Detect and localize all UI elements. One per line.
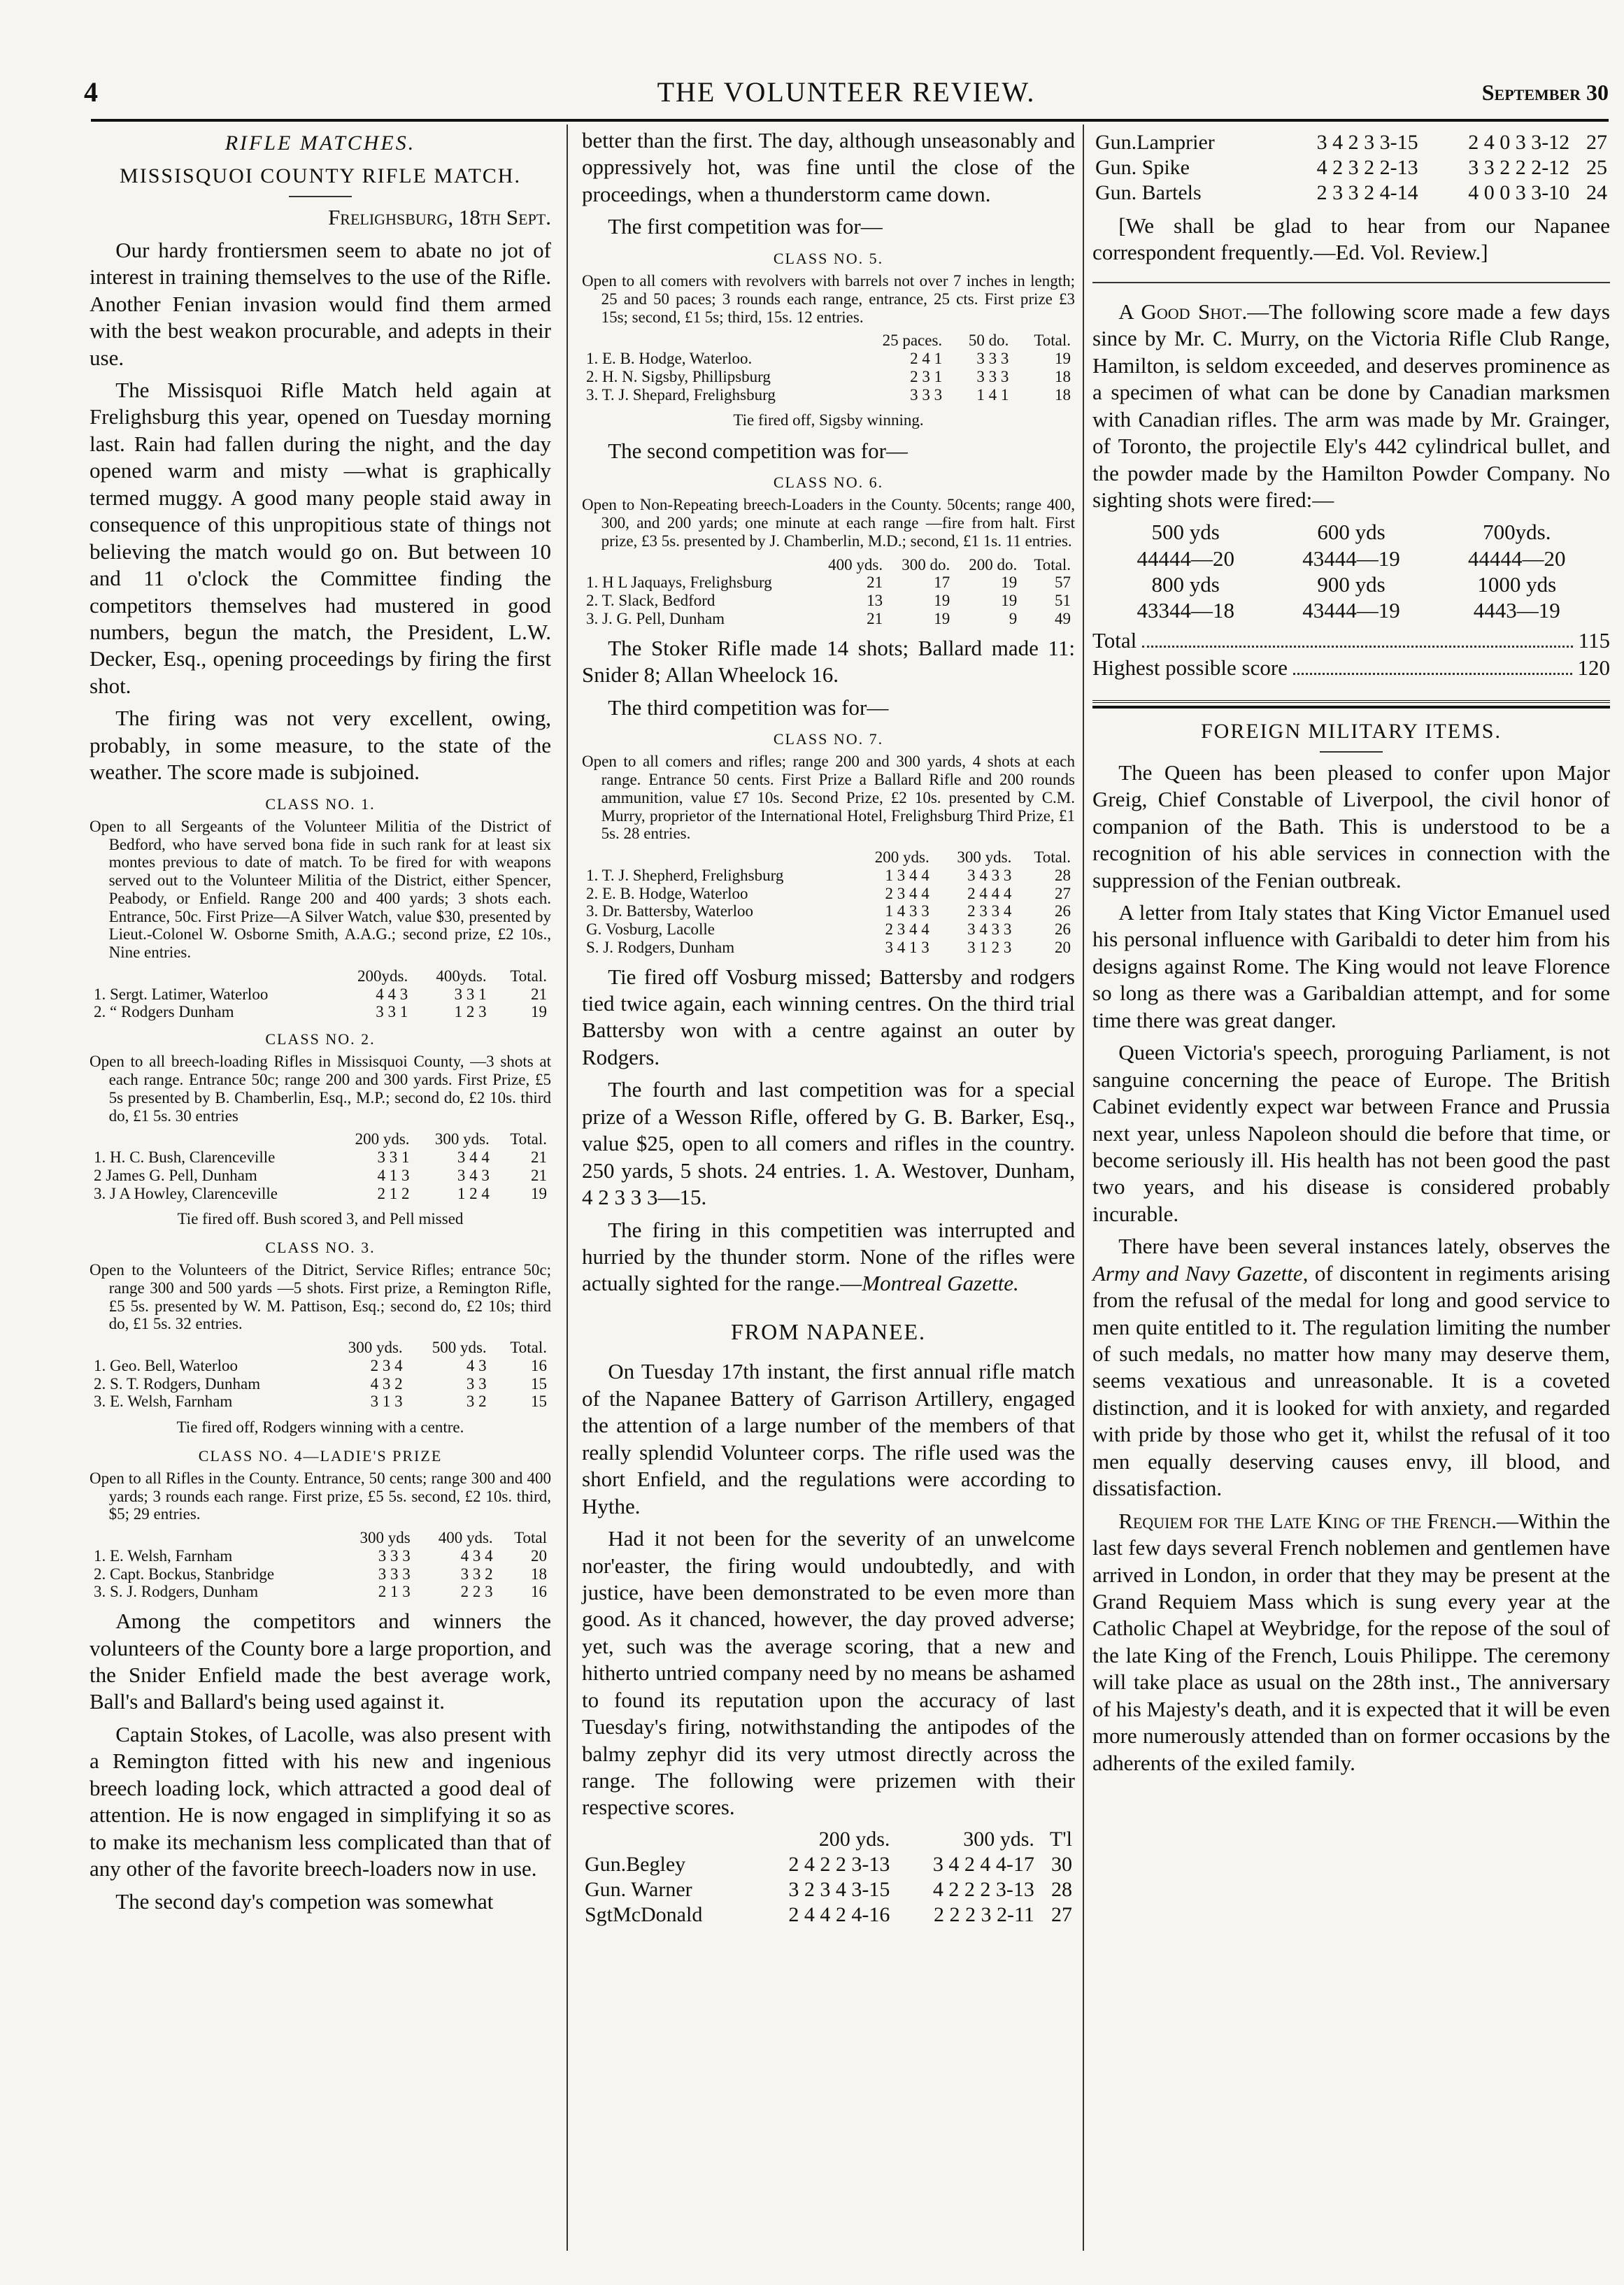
table-row xyxy=(582,867,1075,885)
table-row xyxy=(90,1357,551,1375)
table-row xyxy=(90,1547,551,1565)
column-header: 200 yds. xyxy=(355,1130,410,1148)
table-row xyxy=(1103,546,1600,571)
score-cell: 1 4 3 3 xyxy=(885,902,929,920)
table-row xyxy=(90,985,551,1004)
total-cell: 27 xyxy=(1051,1902,1072,1926)
class-title: CLASS NO. 5. xyxy=(773,249,884,267)
table-row xyxy=(582,368,1075,386)
table-row xyxy=(1092,130,1610,155)
total-cell: 18 xyxy=(531,1565,547,1583)
competitor-name: 2. S. T. Rodgers, Dunham xyxy=(94,1374,261,1393)
table-header-row xyxy=(582,556,1075,574)
page-number: 4 xyxy=(84,76,98,108)
issue-date: September 30 xyxy=(1481,80,1609,105)
competitor-name: SgtMcDonald xyxy=(585,1902,703,1926)
paragraph-text: of discontent in regiments arising from the refusal of the medal for long and good service to men quite entitled to it. The regulation limiting the number of such medals, no matter how many may deserve them, seems vexatious and unreasonable. It is a coveted distinction, and it is looked for with anxiety, and regarded with pride by those who get it, whilst the refusal of it too men equally deserving causes envy, ill blood, and dissatisfaction. xyxy=(1092,1260,1610,1501)
column-header: 300 do. xyxy=(902,555,950,574)
column-header: 200yds. xyxy=(357,967,408,985)
score-cell: 3 3 3 xyxy=(976,350,1009,368)
score-table xyxy=(90,967,551,1021)
column-header xyxy=(582,1827,748,1852)
total-cell: 28 xyxy=(1055,866,1071,884)
column-header xyxy=(582,848,851,867)
column-header xyxy=(90,1339,323,1357)
score-cell: 2 4 4 4 xyxy=(967,884,1012,902)
gunner-score-table xyxy=(1092,130,1610,206)
total-cell: 15 xyxy=(531,1393,547,1411)
score-cell: 19 xyxy=(934,592,950,610)
range-label: 900 yds xyxy=(1317,571,1386,597)
column-header: 300 yds. xyxy=(963,1827,1034,1851)
section-double-rule xyxy=(1092,700,1610,709)
score-cell: 4 2 2 2 3-13 xyxy=(932,1877,1034,1901)
score-cell: 2 4 4 2 4-16 xyxy=(788,1902,890,1926)
score-cell: 44444—20 xyxy=(1468,546,1566,571)
paragraph: The Queen has been pleased to confer upon Major Greig, Chief Constable of Liverpool, the civil honor of companion of the Bath. This is understood to be a recognition of his able services in connection with the suppression of the Fenian outbreak. xyxy=(1092,760,1610,892)
column-1 xyxy=(90,127,551,1921)
column-header: T'l xyxy=(1049,1827,1072,1851)
table-row xyxy=(582,1877,1075,1902)
column-header: Total xyxy=(514,1529,547,1547)
column-header: 400yds. xyxy=(436,967,487,985)
column-header xyxy=(582,332,853,350)
publication-title: THE VOLUNTEER REVIEW. xyxy=(657,76,1036,108)
score-cell: 2 2 3 xyxy=(460,1583,493,1601)
competitor-name: 3. T. J. Shepard, Frelighsburg xyxy=(586,385,776,404)
score-cell: 3 3 1 xyxy=(454,985,487,1003)
competitor-name: 1. Geo. Bell, Waterloo xyxy=(94,1356,238,1374)
table-row xyxy=(1103,571,1600,597)
paragraph xyxy=(1092,1508,1610,1777)
column-header xyxy=(90,1529,337,1547)
competitor-name: 1. H. C. Bush, Clarenceville xyxy=(94,1148,276,1167)
total-cell: 19 xyxy=(531,1184,547,1202)
score-cell: 19 xyxy=(1001,592,1018,610)
competitor-name: 2. “ Rodgers Dunham xyxy=(94,1003,234,1021)
table-row xyxy=(582,1852,1075,1877)
score-cell: 3 4 2 4 4-17 xyxy=(932,1852,1034,1876)
score-cell: 3 3 3 xyxy=(910,385,943,404)
total-cell: 19 xyxy=(531,1003,547,1021)
page-header xyxy=(84,76,1609,111)
paragraph-text: The firing in this competitien was interrupted and hurried by the thunder storm. None of the rifles were actually sighted for the range.— xyxy=(582,1217,1075,1296)
total-cell: 57 xyxy=(1055,574,1071,592)
table-header-row xyxy=(582,848,1075,867)
column-header: 300 yds. xyxy=(434,1130,490,1148)
source-citation: Montreal Gazette. xyxy=(862,1271,1019,1296)
competitor-name: 3. J A Howley, Clarenceville xyxy=(94,1184,278,1202)
score-cell: 19 xyxy=(1001,574,1018,592)
range-label: 800 yds xyxy=(1151,571,1220,597)
score-cell: 2 1 3 xyxy=(378,1583,411,1601)
source-citation: Army and Navy Gazette, xyxy=(1092,1260,1309,1286)
score-cell: 2 2 2 3 2-11 xyxy=(934,1902,1034,1926)
paragraph: Among the competitors and winners the volunteers of the County bore a large proportion, and the Snider Enfield made the best average work, Ball's and Ballard's being used against it. xyxy=(90,1609,551,1714)
total-cell: 16 xyxy=(531,1356,547,1374)
column-header: 300 yds. xyxy=(957,848,1012,867)
column-header: 200 do. xyxy=(969,555,1018,574)
table-row xyxy=(90,1393,551,1411)
score-cell: 4 1 3 xyxy=(377,1166,410,1184)
score-cell: 44444—20 xyxy=(1137,546,1234,571)
score-cell: 3 2 xyxy=(466,1393,487,1411)
paragraph: The third competition was for— xyxy=(608,695,889,720)
header-rule xyxy=(91,119,1609,122)
column-divider xyxy=(567,124,568,2251)
paragraph: On Tuesday 17th instant, the first annual rifle match of the Napanee Battery of Garrison Artillery, engaged the attention of a large number of the members of that really splendid Volunteer corps. The rifle used was the short Enfield, and the regulations were according to Hythe. xyxy=(582,1359,1075,1518)
range-label: 700yds. xyxy=(1483,520,1551,545)
score-cell: 3 3 3 xyxy=(378,1546,411,1565)
total-cell: 15 xyxy=(531,1374,547,1393)
score-table xyxy=(90,1529,551,1601)
paragraph: Captain Stokes, of Lacolle, was also present with a Remington fitted with his new and ingenious breech loading lock, which attracted a good deal of attention. He is now engaged in simplifying it so as to make its mechanism less complicated than that of any other of the favorite breech-loaders now in use. xyxy=(90,1721,551,1881)
score-cell: 3 4 3 3 xyxy=(967,866,1012,884)
class-title: CLASS NO. 4—LADIE'S PRIZE xyxy=(198,1446,443,1465)
highest-score-label: Highest possible score xyxy=(1092,655,1288,680)
score-table xyxy=(90,1130,551,1202)
paragraph: Tie fired off Vosburg missed; Battersby and rodgers tied twice again, each winning centres. On the third trial Battersby won with a centre against an outer by Rodgers. xyxy=(582,964,1075,1069)
column-header: 500 yds. xyxy=(432,1339,487,1357)
table-header-row xyxy=(90,1339,551,1357)
competitor-name: 1. E. Welsh, Farnham xyxy=(94,1546,233,1565)
score-cell: 3 4 2 3 3-15 xyxy=(1316,131,1418,154)
table-row xyxy=(582,939,1075,957)
total-cell: 30 xyxy=(1051,1852,1072,1876)
paragraph: Had it not been for the severity of an unwelcome nor'easter, the firing would undoubtedly, and with justice, have been demonstrated to be even more than good. As it chanced, however, the day proved adverse; yet, such was the average scoring, that a new and hitherto untried company need by no means be ashamed to found its reputation upon the accuracy of last Tuesday's firing, notwithstanding the antipodes of the balmy zephyr did its very utmost directly across the range. The following were prizemen with their respective scores. xyxy=(582,1526,1075,1820)
score-cell: 43444—19 xyxy=(1302,546,1400,571)
column-header: Total. xyxy=(1034,555,1071,574)
table-row xyxy=(90,1565,551,1583)
column-header: 300 yds. xyxy=(348,1339,403,1357)
total-cell: 20 xyxy=(531,1546,547,1565)
table-row xyxy=(90,1375,551,1393)
total-cell: 26 xyxy=(1055,902,1071,920)
score-cell: 2 4 2 2 3-13 xyxy=(788,1852,890,1876)
paragraph: The Missisquoi Rifle Match held again at Frelighsburg this year, opened on Tuesday morning last. Rain had fallen during the night, and the day opened warm and misty —what is graphically termed muggy. A good many people staid away in consequence of this unpropitious state of things not believing the match would go on. But between 10 and 11 o'clock the Committee finding the competitors themselves had mustered in good numbers, begun the match, the President, L.W. Decker, Esq., opening proceedings by firing the first shot. xyxy=(90,378,551,698)
score-cell: 2 1 2 xyxy=(377,1184,410,1202)
column-header xyxy=(582,556,812,574)
competitor-name: 2. E. B. Hodge, Waterloo xyxy=(586,884,748,902)
score-table xyxy=(582,848,1075,957)
score-cell: 3 3 1 xyxy=(377,1148,410,1167)
tie-note: Tie fired off, Sigsby winning. xyxy=(733,411,924,429)
table-row xyxy=(582,574,1075,592)
paragraph: The first competition was for— xyxy=(608,214,883,239)
total-cell: 27 xyxy=(1586,131,1607,154)
score-cell: 4 0 0 3 3-10 xyxy=(1468,181,1570,204)
table-header-row xyxy=(90,1529,551,1547)
table-row xyxy=(582,885,1075,903)
score-cell: 4443—19 xyxy=(1473,597,1560,622)
total-cell: 51 xyxy=(1055,592,1071,610)
competitor-name: 3. S. J. Rodgers, Dunham xyxy=(94,1583,259,1601)
table-row xyxy=(1092,155,1610,180)
table-row xyxy=(90,1583,551,1601)
score-cell: 3 4 1 3 xyxy=(885,938,929,956)
score-cell: 4 4 3 xyxy=(376,985,408,1003)
class-description: Open to all breech-loading Rifles in Missisquoi County, —3 shots at each range. Entrance 50c; range 200 and 300 yards. First Prize, £5 5s presented by B. Chamberlin, Esq., M.P.; second do, £2 10s. third do, £1 5s. 30 entries xyxy=(90,1053,551,1125)
score-cell: 21 xyxy=(867,574,883,592)
column-header: Total. xyxy=(510,967,547,985)
paragraph: better than the first. The day, although unseasonably and oppressively hot, was fine until the close of the proceedings, when a thunderstorm came down. xyxy=(582,128,1075,206)
competitor-name: 3. Dr. Battersby, Waterloo xyxy=(586,902,753,920)
table-header-row xyxy=(582,1827,1075,1852)
competitor-name: Gun. Spike xyxy=(1095,156,1190,179)
class-description: Open to the Volunteers of the Ditrict, Service Rifles; entrance 50c; range 300 and 500 yards —5 shots. First prize, a Remington Rifle, £5 5s. presented by W. M. Pattison, Esq.; second do, £2 10s; third do, £1 5s. 32 entries. xyxy=(90,1261,551,1333)
class-title: CLASS NO. 7. xyxy=(773,730,884,748)
highest-score-value: 120 xyxy=(1577,655,1610,680)
competitor-name: S. J. Rodgers, Dunham xyxy=(586,938,735,956)
column-header: 200 yds. xyxy=(874,848,929,867)
column-header xyxy=(90,1130,334,1148)
column-divider xyxy=(1083,124,1084,2251)
short-rule xyxy=(1320,751,1383,753)
table-row xyxy=(90,1148,551,1167)
table-row xyxy=(582,386,1075,404)
competitor-name: 3. J. G. Pell, Dunham xyxy=(586,609,725,627)
score-cell: 2 3 4 4 xyxy=(885,920,929,939)
dot-leader xyxy=(1293,655,1572,675)
range-label: 1000 yds xyxy=(1477,571,1557,597)
range-label: 500 yds xyxy=(1151,520,1220,545)
class-description: Open to all comers with revolvers with barrels not over 7 inches in length; 25 and 50 paces; 3 rounds each range, entrance, 25 cts. First prize £3 15s; second, £1 5s; third, 15s. 12 entries. xyxy=(582,272,1075,326)
class-description: Open to all comers and rifles; range 200 and 300 yards, 4 shots at each range. Entrance 50 cents. First Prize a Ballard Rifle and 200 rounds ammunition, value £7 10s. Second Prize, £2 10s. presented by C.M. Murry, proprietor of the International Hotel, Frelighsburg Third Prize, £1 5s. 28 entries. xyxy=(582,753,1075,843)
competitor-name: 3. E. Welsh, Farnham xyxy=(94,1393,233,1411)
score-cell: 4 3 4 xyxy=(460,1546,493,1565)
score-cell: 3 1 2 3 xyxy=(967,938,1012,956)
score-cell: 9 xyxy=(1009,609,1018,627)
article-lead: A Good Shot. xyxy=(1118,299,1248,324)
score-cell: 3 4 3 xyxy=(457,1166,490,1184)
column-2 xyxy=(582,127,1075,1935)
score-cell: 4 2 3 2 2-13 xyxy=(1316,156,1418,179)
total-cell: 21 xyxy=(531,985,547,1003)
score-cell: 3 3 xyxy=(466,1374,487,1393)
score-cell: 2 3 4 4 xyxy=(885,884,929,902)
score-cell: 3 2 3 4 3-15 xyxy=(788,1877,890,1901)
column-header: 300 yds xyxy=(359,1529,411,1547)
score-cell: 4 3 xyxy=(466,1356,487,1374)
yardage-score-table xyxy=(1103,519,1600,623)
table-row xyxy=(582,920,1075,939)
class-description: Open to all Sergeants of the Volunteer Militia of the District of Bedford, who have served bona fide in such rank for at least six montes previous to date of match. To be fired for with weapons served out to the Volunteer Militia of the District, either Spencer, Peabody, or Enfield. Range 200 and 400 yards; 3 shots each. Entrance, 50c. First Prize—A Silver Watch, value $30, presented by Lieut.-Colonel W. Osborne Smith, A.A.G.; second prize, £2 10s., Nine entries. xyxy=(90,817,551,962)
score-cell: 3 3 2 2 2-12 xyxy=(1468,156,1570,179)
table-row xyxy=(582,902,1075,920)
score-cell: 2 3 4 xyxy=(370,1356,403,1374)
score-cell: 1 2 3 xyxy=(454,1003,487,1021)
paragraph: The second day's competion was somewhat xyxy=(115,1888,494,1914)
dot-leader xyxy=(1142,627,1572,648)
total-cell: 16 xyxy=(531,1583,547,1601)
table-row xyxy=(90,1003,551,1021)
table-row xyxy=(582,1902,1075,1928)
paragraph: Queen Victoria's speech, proroguing Parliament, is not sanguine concerning the peace of Europe. The British Cabinet evidently expect war between France and Prussia next year, unless Napoleon should die before that time, or become seriously ill. His health has not been good the past two years, and his disease is considered probably incurable. xyxy=(1092,1040,1610,1226)
competitor-name: 2. Capt. Bockus, Stanbridge xyxy=(94,1565,275,1583)
score-cell: 3 4 3 3 xyxy=(967,920,1012,939)
column-3 xyxy=(1092,127,1610,1782)
competitor-name: 2. H. N. Sigsby, Phillipsburg xyxy=(586,367,771,385)
range-label: 600 yds xyxy=(1317,520,1386,545)
paragraph: The fourth and last competition was for a special prize of a Wesson Rifle, offered by G. B. Barker, Esq., value $25, open to all comers and rifles in the country. 250 yards, 5 shots. 24 entries. 1. A. Westover, Dunham, 4 2 3 3 3—15. xyxy=(582,1077,1075,1210)
column-header: 200 yds. xyxy=(818,1827,890,1851)
class-description: Open to all Rifles in the County. Entrance, 50 cents; range 300 and 400 yards; 3 rounds each range. First prize, £5 5s. second, £2 10s. third, $5; 29 entries. xyxy=(90,1469,551,1523)
paragraph: Our hardy frontiersmen seem to abate no jot of interest in training themselves to the use of the Rifle. Another Fenian invasion would find them armed with the best weakon procurable, and adepts in their use. xyxy=(90,237,551,370)
score-cell: 3 3 3 xyxy=(976,367,1009,385)
score-cell: 2 4 1 xyxy=(910,350,943,368)
score-cell: 2 3 1 xyxy=(910,367,943,385)
section-rule xyxy=(1092,282,1610,283)
total-cell: 25 xyxy=(1586,156,1607,179)
total-cell: 28 xyxy=(1051,1877,1072,1901)
paragraph xyxy=(1092,1233,1610,1502)
score-cell: 3 1 3 xyxy=(370,1393,403,1411)
table-header-row xyxy=(582,332,1075,350)
table-row xyxy=(1103,597,1600,623)
score-table xyxy=(582,556,1075,628)
score-cell: 2 4 0 3 3-12 xyxy=(1468,131,1570,154)
table-row xyxy=(582,350,1075,368)
total-cell: 18 xyxy=(1055,367,1071,385)
column-header xyxy=(90,967,334,985)
article-heading: FOREIGN MILITARY ITEMS. xyxy=(1201,719,1502,743)
article-heading: MISSISQUOI COUNTY RIFLE MATCH. xyxy=(120,164,521,188)
gunner-score-table xyxy=(582,1827,1075,1928)
dateline: Frelighsburg, 18th Sept. xyxy=(328,205,551,230)
competitor-name: 2. T. Slack, Bedford xyxy=(586,592,715,610)
competitor-name: Gun.Lamprier xyxy=(1095,131,1215,154)
total-label: Total xyxy=(1092,628,1137,653)
paragraph xyxy=(1092,299,1610,514)
class-title: CLASS NO. 1. xyxy=(265,795,376,813)
paragraph: The firing was not very excellent, owing, probably, in some measure, to the state of the weather. The score made is subjoined. xyxy=(90,706,551,785)
class-title: CLASS NO. 3. xyxy=(265,1238,376,1256)
total-cell: 20 xyxy=(1055,938,1071,956)
competitor-name: 1. Sergt. Latimer, Waterloo xyxy=(94,985,269,1003)
column-header: Total. xyxy=(1034,848,1071,867)
highest-score-line xyxy=(1092,655,1610,682)
total-value: 115 xyxy=(1578,628,1610,653)
class-title: CLASS NO. 6. xyxy=(773,474,884,492)
competitor-name: 2 James G. Pell, Dunham xyxy=(94,1166,257,1184)
column-header: 25 paces. xyxy=(882,332,943,350)
column-header: 50 do. xyxy=(968,332,1009,350)
short-rule xyxy=(289,196,352,197)
column-header: 400 yds. xyxy=(828,555,883,574)
score-cell: 1 2 4 xyxy=(457,1184,490,1202)
score-cell: 1 4 1 xyxy=(976,385,1009,404)
paragraph-text: There have been several instances lately, observes the xyxy=(1118,1234,1610,1259)
section-title: RIFLE MATCHES. xyxy=(225,131,416,155)
paragraph xyxy=(582,1217,1075,1297)
total-cell: 21 xyxy=(531,1148,547,1167)
score-table xyxy=(582,332,1075,404)
paragraph: A letter from Italy states that King Victor Emanuel used his personal influence with Garibaldi to deter him from his designs against Rome. The King would not leave Florence so long as there was a Garibaldian attempt, and for some time there was great danger. xyxy=(1092,900,1610,1032)
total-cell: 21 xyxy=(531,1166,547,1184)
competitor-name: 1. E. B. Hodge, Waterloo. xyxy=(586,350,753,368)
score-cell: 19 xyxy=(934,609,950,627)
total-cell: 19 xyxy=(1055,350,1071,368)
table-row xyxy=(90,1167,551,1185)
score-cell: 43444—19 xyxy=(1302,597,1400,622)
score-cell: 3 3 1 xyxy=(376,1003,408,1021)
column-header: Total. xyxy=(1034,332,1071,350)
paragraph: The second competition was for— xyxy=(608,438,908,463)
competitor-name: Gun. Warner xyxy=(585,1877,692,1901)
table-row xyxy=(1103,519,1600,545)
score-cell: 43344—18 xyxy=(1137,597,1234,622)
table-header-row xyxy=(90,1130,551,1148)
editor-note: [We shall be glad to hear from our Napanee correspondent frequently.—Ed. Vol. Review.] xyxy=(1092,213,1610,265)
class-title: CLASS NO. 2. xyxy=(265,1030,376,1048)
score-cell: 13 xyxy=(867,592,883,610)
column-header: Total. xyxy=(510,1130,547,1148)
score-cell: 17 xyxy=(934,574,950,592)
score-cell: 3 3 3 xyxy=(378,1565,411,1583)
score-cell: 3 4 4 xyxy=(457,1148,490,1167)
class-description: Open to Non-Repeating breech-Loaders in the County. 50cents; range 400, 300, and 200 yards; one minute at each range —fire from halt. First prize, £3 5s. presented by J. Chamberlin, M.D.; second, £1 1s. 11 entries. xyxy=(582,496,1075,550)
score-cell: 21 xyxy=(867,609,883,627)
table-row xyxy=(582,592,1075,610)
tie-note: Tie fired off. Bush scored 3, and Pell missed xyxy=(177,1210,464,1228)
column-header: Total. xyxy=(510,1339,547,1357)
score-cell: 1 3 4 4 xyxy=(885,866,929,884)
total-cell: 18 xyxy=(1055,385,1071,404)
total-cell: 49 xyxy=(1055,609,1071,627)
table-header-row xyxy=(90,967,551,985)
paragraph-text: —The following score made a few days since by Mr. C. Murry, on the Victoria Rifle Club Range, Hamilton, is seldom exceeded, and deserves prominence as a specimen of what can be done by Canadian marksmen with Canadian rifles. The arm was made by Mr. Grainger, of Toronto, the projectile Ely's 442 cylindrical bullet, and the powder made by the Hamilton Powder Company. No sighting shots were fired:— xyxy=(1092,299,1610,512)
competitor-name: 1. H L Jaquays, Frelighsburg xyxy=(586,574,772,592)
table-row xyxy=(90,1185,551,1203)
total-cell: 26 xyxy=(1055,920,1071,939)
article-heading: FROM NAPANEE. xyxy=(730,1318,927,1344)
score-cell: 2 3 3 2 4-14 xyxy=(1316,181,1418,204)
table-row xyxy=(582,610,1075,628)
total-cell: 27 xyxy=(1055,884,1071,902)
score-cell: 2 3 3 4 xyxy=(967,902,1012,920)
article-lead: Requiem for the Late King of the French. xyxy=(1118,1508,1497,1533)
competitor-name: Gun. Bartels xyxy=(1095,181,1202,204)
competitor-name: Gun.Begley xyxy=(585,1852,686,1876)
paragraph-text: —Within the last few days several French noblemen and gentlemen have arrived in London, in order that they may be present at the Grand Requiem Mass which is sung every year at the Catholic Chapel at Weybridge, for the repose of the soul of the late King of the French, Louis Philippe. The ceremony will take place as usual on the 28th inst., The anniversary of his Majesty's death, and it is expected that it will be even more numerously attended than on former occasions by the adherents of the exiled family. xyxy=(1092,1508,1610,1775)
paragraph: The Stoker Rifle made 14 shots; Ballard made 11: Snider 8; Allan Wheelock 16. xyxy=(582,635,1075,688)
score-cell: 3 3 2 xyxy=(460,1565,493,1583)
total-line xyxy=(1092,627,1610,655)
table-row xyxy=(1092,180,1610,206)
tie-note: Tie fired off, Rodgers winning with a centre. xyxy=(176,1418,464,1437)
score-cell: 4 3 2 xyxy=(370,1374,403,1393)
competitor-name: G. Vosburg, Lacolle xyxy=(586,920,715,939)
competitor-name: 1. T. J. Shepherd, Frelighsburg xyxy=(586,866,784,884)
column-header: 400 yds. xyxy=(438,1529,493,1547)
score-table xyxy=(90,1339,551,1411)
total-cell: 24 xyxy=(1586,181,1607,204)
